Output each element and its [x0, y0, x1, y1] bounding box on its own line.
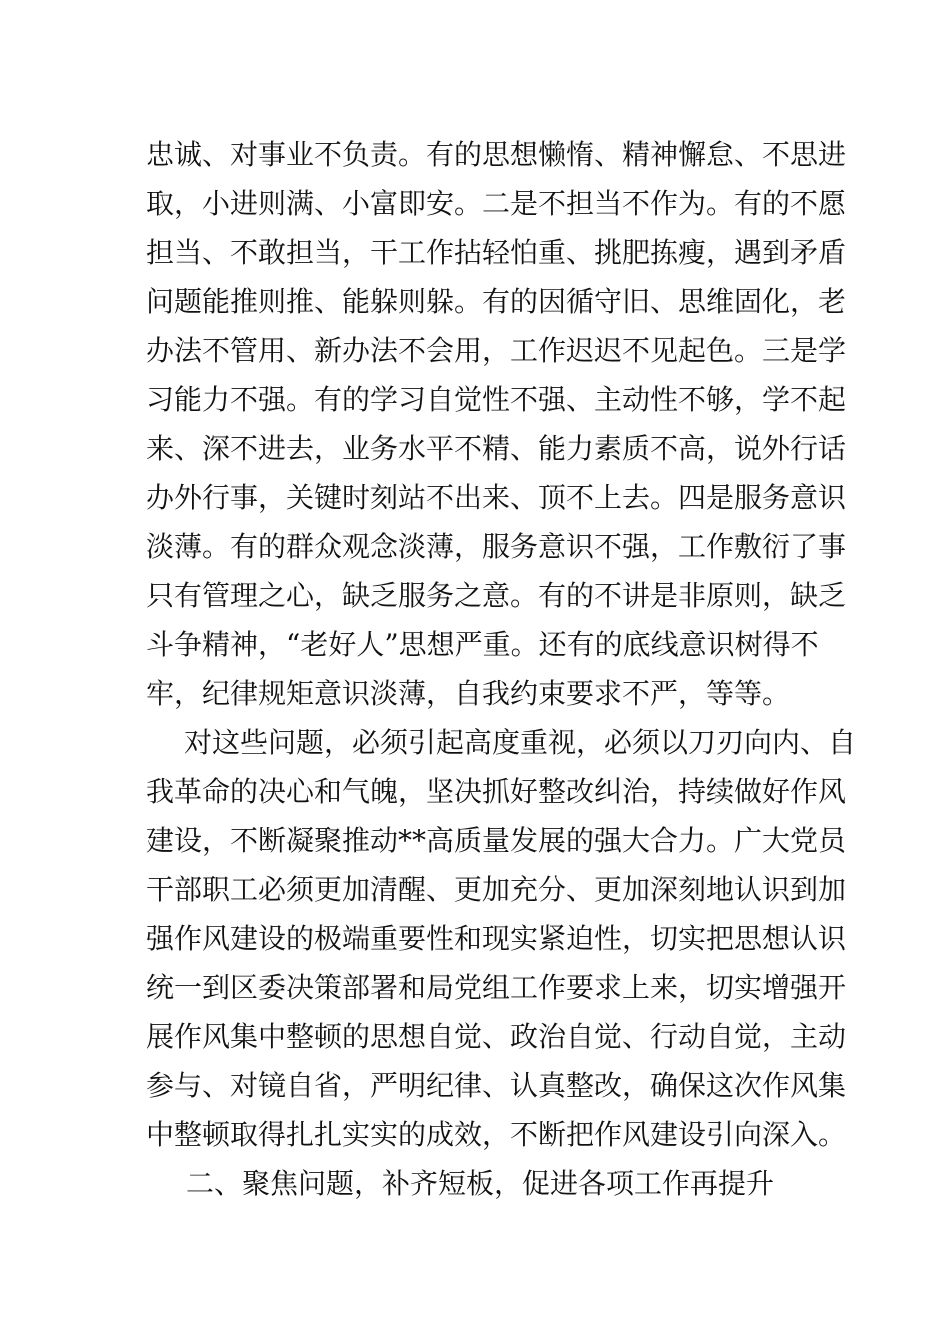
text-line: 建设，不断凝聚推动**高质量发展的强大合力。广大党员 [146, 824, 847, 857]
text-line: 中整顿取得扎扎实实的成效，不断把作风建设引向深入。 [146, 1118, 847, 1151]
section-heading: 二、聚焦问题，补齐短板，促进各项工作再提升 [186, 1167, 775, 1200]
text-line: 干部职工必须更加清醒、更加充分、更加深刻地认识到加 [146, 873, 847, 906]
text-line: 淡薄。有的群众观念淡薄，服务意识不强，工作敷衍了事 [146, 530, 847, 563]
text-line: 强作风建设的极端重要性和现实紧迫性，切实把思想认识 [146, 922, 847, 955]
text-line: 习能力不强。有的学习自觉性不强、主动性不够，学不起 [146, 383, 847, 416]
text-line: 担当、不敢担当，干工作拈轻怕重、挑肥拣瘦，遇到矛盾 [146, 236, 847, 269]
text-line: 斗争精神，“老好人”思想严重。还有的底线意识树得不 [146, 628, 819, 661]
text-line: 展作风集中整顿的思想自觉、政治自觉、行动自觉，主动 [146, 1020, 847, 1053]
text-line: 来、深不进去，业务水平不精、能力素质不高，说外行话 [146, 432, 847, 465]
text-line: 忠诚、对事业不负责。有的思想懒惰、精神懈怠、不思进 [146, 138, 847, 171]
text-line-indented: 对这些问题，必须引起高度重视，必须以刀刃向内、自 [184, 726, 857, 759]
text-line: 参与、对镜自省，严明纪律、认真整改，确保这次作风集 [146, 1069, 847, 1102]
paragraph-rectification [146, 718, 857, 1159]
document-body [146, 130, 857, 1208]
text-line: 问题能推则推、能躲则躲。有的因循守旧、思维固化，老 [146, 285, 847, 318]
text-line: 牢，纪律规矩意识淡薄，自我约束要求不严，等等。 [146, 677, 791, 710]
text-line: 我革命的决心和气魄，坚决抓好整改纠治，持续做好作风 [146, 775, 847, 808]
text-line: 统一到区委决策部署和局党组工作要求上来，切实增强开 [146, 971, 847, 1004]
paragraph-problems [146, 130, 847, 718]
text-line: 办法不管用、新办法不会用，工作迟迟不见起色。三是学 [146, 334, 847, 367]
text-line: 只有管理之心，缺乏服务之意。有的不讲是非原则，缺乏 [146, 579, 847, 612]
text-line: 办外行事，关键时刻站不出来、顶不上去。四是服务意识 [146, 481, 847, 514]
text-line: 取，小进则满、小富即安。二是不担当不作为。有的不愿 [146, 187, 847, 220]
